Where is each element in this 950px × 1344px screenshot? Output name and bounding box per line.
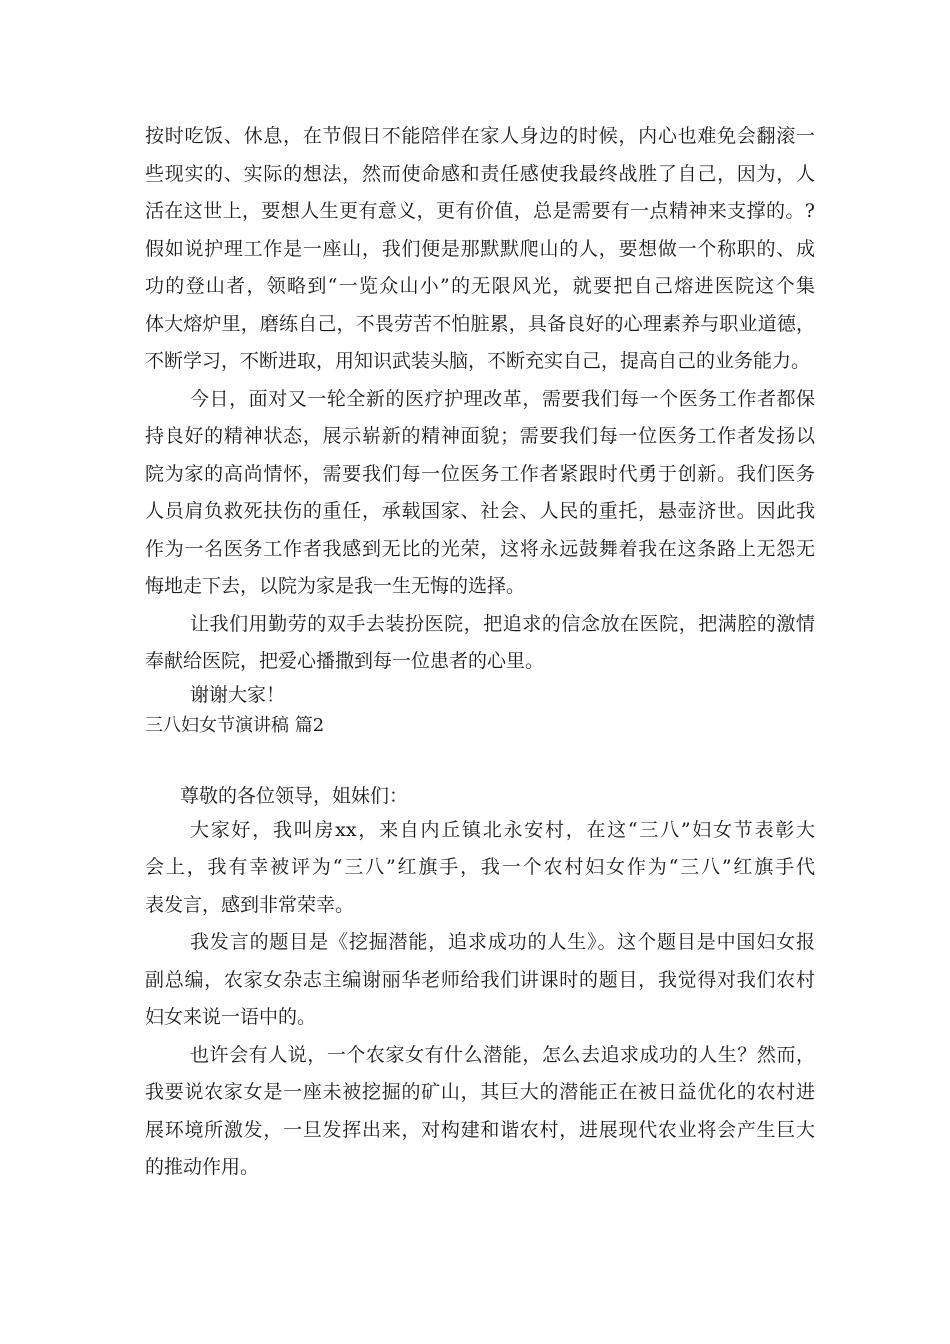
text-line: 我发言的题目是《挖掘潜能，追求成功的人生》。这个题目是中国妇女报 (190, 931, 815, 953)
text-line: 功的登山者，领略到“一览众山小”的无限风光，就要把自己熔进医院这个集 (145, 275, 815, 297)
text-line: 让我们用勤劳的双手去装扮医院，把追求的信念放在医院，把满腔的激情 (190, 613, 815, 635)
text-line: 假如说护理工作是一座山，我们便是那默默爬山的人，要想做一个称职的、成 (145, 238, 815, 260)
closing-thanks: 谢谢大家！ (190, 684, 286, 706)
text-line: 作为一名医务工作者我感到无比的光荣，这将永远鼓舞着我在这条路上无怨无 (145, 538, 815, 560)
text-line: 表发言，感到非常荣幸。 (145, 894, 355, 916)
text-line: 今日，面对又一轮全新的医疗护理改革，需要我们每一个医务工作者都保 (190, 388, 815, 410)
text-line: 活在这世上，要想人生更有意义，更有价值，总是需要有一点精神来支撑的。? (145, 200, 815, 222)
section-title: 三八妇女节演讲稿 篇2 (145, 715, 325, 736)
text-line: 人员肩负救死扶伤的重任，承载国家、社会、人民的重托，悬壶济世。因此我 (145, 500, 815, 522)
text-line: 不断学习，不断进取，用知识武装头脑，不断充实自己，提高自己的业务能力。 (145, 350, 811, 372)
text-line: 的推动作用。 (145, 1156, 260, 1178)
greeting: 尊敬的各位领导，姐妹们： (180, 785, 409, 807)
text-line: 展环境所激发，一旦发挥出来，对构建和谐农村，进展现代农业将会产生巨大 (145, 1119, 815, 1141)
text-line: 大家好，我叫房xx，来自内丘镇北永安村，在这“三八”妇女节表彰大 (190, 819, 815, 841)
text-line: 也许会有人说，一个农家女有什么潜能，怎么去追求成功的人生？然而， (190, 1044, 815, 1066)
text-line: 些现实的、实际的想法，然而使命感和责任感使我最终战胜了自己，因为，人 (145, 163, 815, 185)
text-line: 副总编，农家女杂志主编谢丽华老师给我们讲课时的题目，我觉得对我们农村 (145, 969, 815, 991)
text-line: 院为家的高尚情怀，需要我们每一位医务工作者紧跟时代勇于创新。我们医务 (145, 463, 815, 485)
text-line: 妇女来说一语中的。 (145, 1006, 317, 1028)
text-line: 奉献给医院，把爱心播撒到每一位患者的心里。 (145, 650, 545, 672)
text-line: 我要说农家女是一座未被挖掘的矿山，其巨大的潜能正在被日益优化的农村进 (145, 1081, 815, 1103)
text-line: 会上，我有幸被评为“三八”红旗手，我一个农村妇女作为“三八”红旗手代 (145, 856, 815, 878)
text-line: 持良好的精神状态，展示崭新的精神面貌；需要我们每一位医务工作者发扬以 (145, 425, 815, 447)
text-line: 体大熔炉里，磨练自己，不畏劳苦不怕脏累，具备良好的心理素养与职业道德， (145, 313, 815, 335)
text-line: 悔地走下去，以院为家是我一生无悔的选择。 (145, 575, 526, 597)
text-line: 按时吃饭、休息，在节假日不能陪伴在家人身边的时候，内心也难免会翻滚一 (145, 125, 815, 147)
